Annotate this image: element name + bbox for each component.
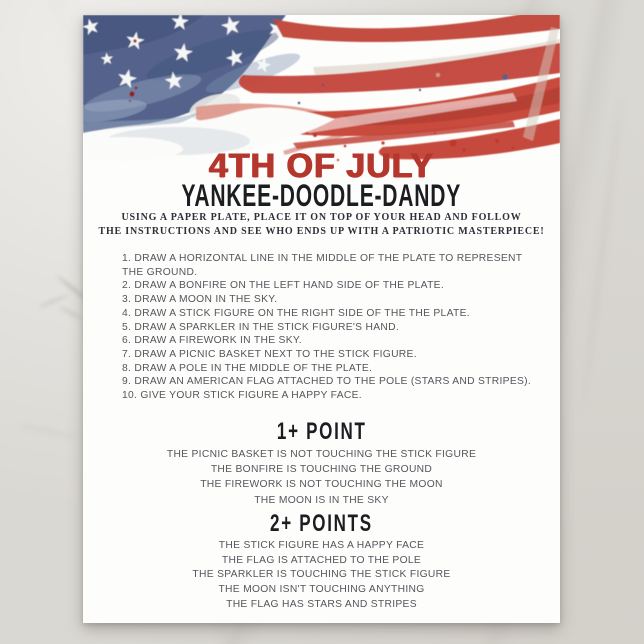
game-card [83,15,560,623]
instruction-item: 5. DRAW A SPARKLER IN THE STICK FIGURE'S HAND. [122,321,400,333]
marble-vein [39,294,69,308]
instruction-item: 2. DRAW A BONFIRE ON THE LEFT HAND SIDE OF THE PLATE. [122,280,445,292]
instruction-item: 6. DRAW A FIREWORK IN THE SKY. [122,335,302,347]
score-item: THE STICK FIGURE HAS A HAPPY FACE [218,540,425,551]
marble-vein [59,306,83,320]
instruction-item: 7. DRAW A PICNIC BASKET NEXT TO THE STICK FIGURE. [122,348,417,360]
intro-text [83,211,560,239]
marble-vein [18,424,77,438]
marble-vein [582,91,624,409]
score-item: THE BONFIRE IS TOUCHING THE GROUND [210,464,433,476]
score-item: THE PICNIC BASKET IS NOT TOUCHING THE STICK FIGURE [166,449,477,460]
score-heading-one-point: 1+ POINT [276,419,367,445]
score-item: THE FLAG HAS STARS AND STRIPES [226,598,417,610]
instruction-item: 4. DRAW A STICK FIGURE ON THE RIGHT SIDE OF THE THE PLATE. [122,307,470,319]
instruction-item: 10. GIVE YOUR STICK FIGURE A HAPPY FACE. [122,390,362,402]
one-point-list [83,447,560,508]
intro-line-2: THE INSTRUCTIONS AND SEE WHO ENDS UP WITH A PATRIOTIC MASTERPIECE! [98,226,545,237]
score-item: THE FIREWORK IS NOT TOUCHING THE MOON [200,479,443,491]
card-title: 4TH OF JULY [208,147,435,185]
score-item: THE SPARKLER IS TOUCHING THE STICK FIGURE [192,569,451,581]
card-subtitle-text: YANKEE-DOODLE-DANDY [181,178,462,213]
instruction-item: 9. DRAW AN AMERICAN FLAG ATTACHED TO THE POLE (STARS AND STRIPES). [122,376,532,388]
card-subtitle [83,178,560,213]
instruction-item: 1. DRAW A HORIZONTAL LINE IN THE MIDDLE OF THE PLATE TO REPRESENT THE GROUND. [122,253,523,278]
instruction-item: 8. DRAW A POLE IN THE MIDDLE OF THE PLATE. [122,362,373,374]
instruction-item: 3. DRAW A MOON IN THE SKY. [122,294,278,306]
score-item: THE MOON ISN'T TOUCHING ANYTHING [218,584,425,596]
score-item: THE MOON IS IN THE SKY [254,494,389,506]
score-heading-two-points: 2+ POINTS [270,511,373,537]
instructions-list [122,252,546,403]
score-item: THE FLAG IS ATTACHED TO THE POLE [221,554,422,566]
two-points-list [83,539,560,613]
intro-line-1: USING A PAPER PLATE, PLACE IT ON TOP OF YOUR HEAD AND FOLLOW [121,212,522,223]
